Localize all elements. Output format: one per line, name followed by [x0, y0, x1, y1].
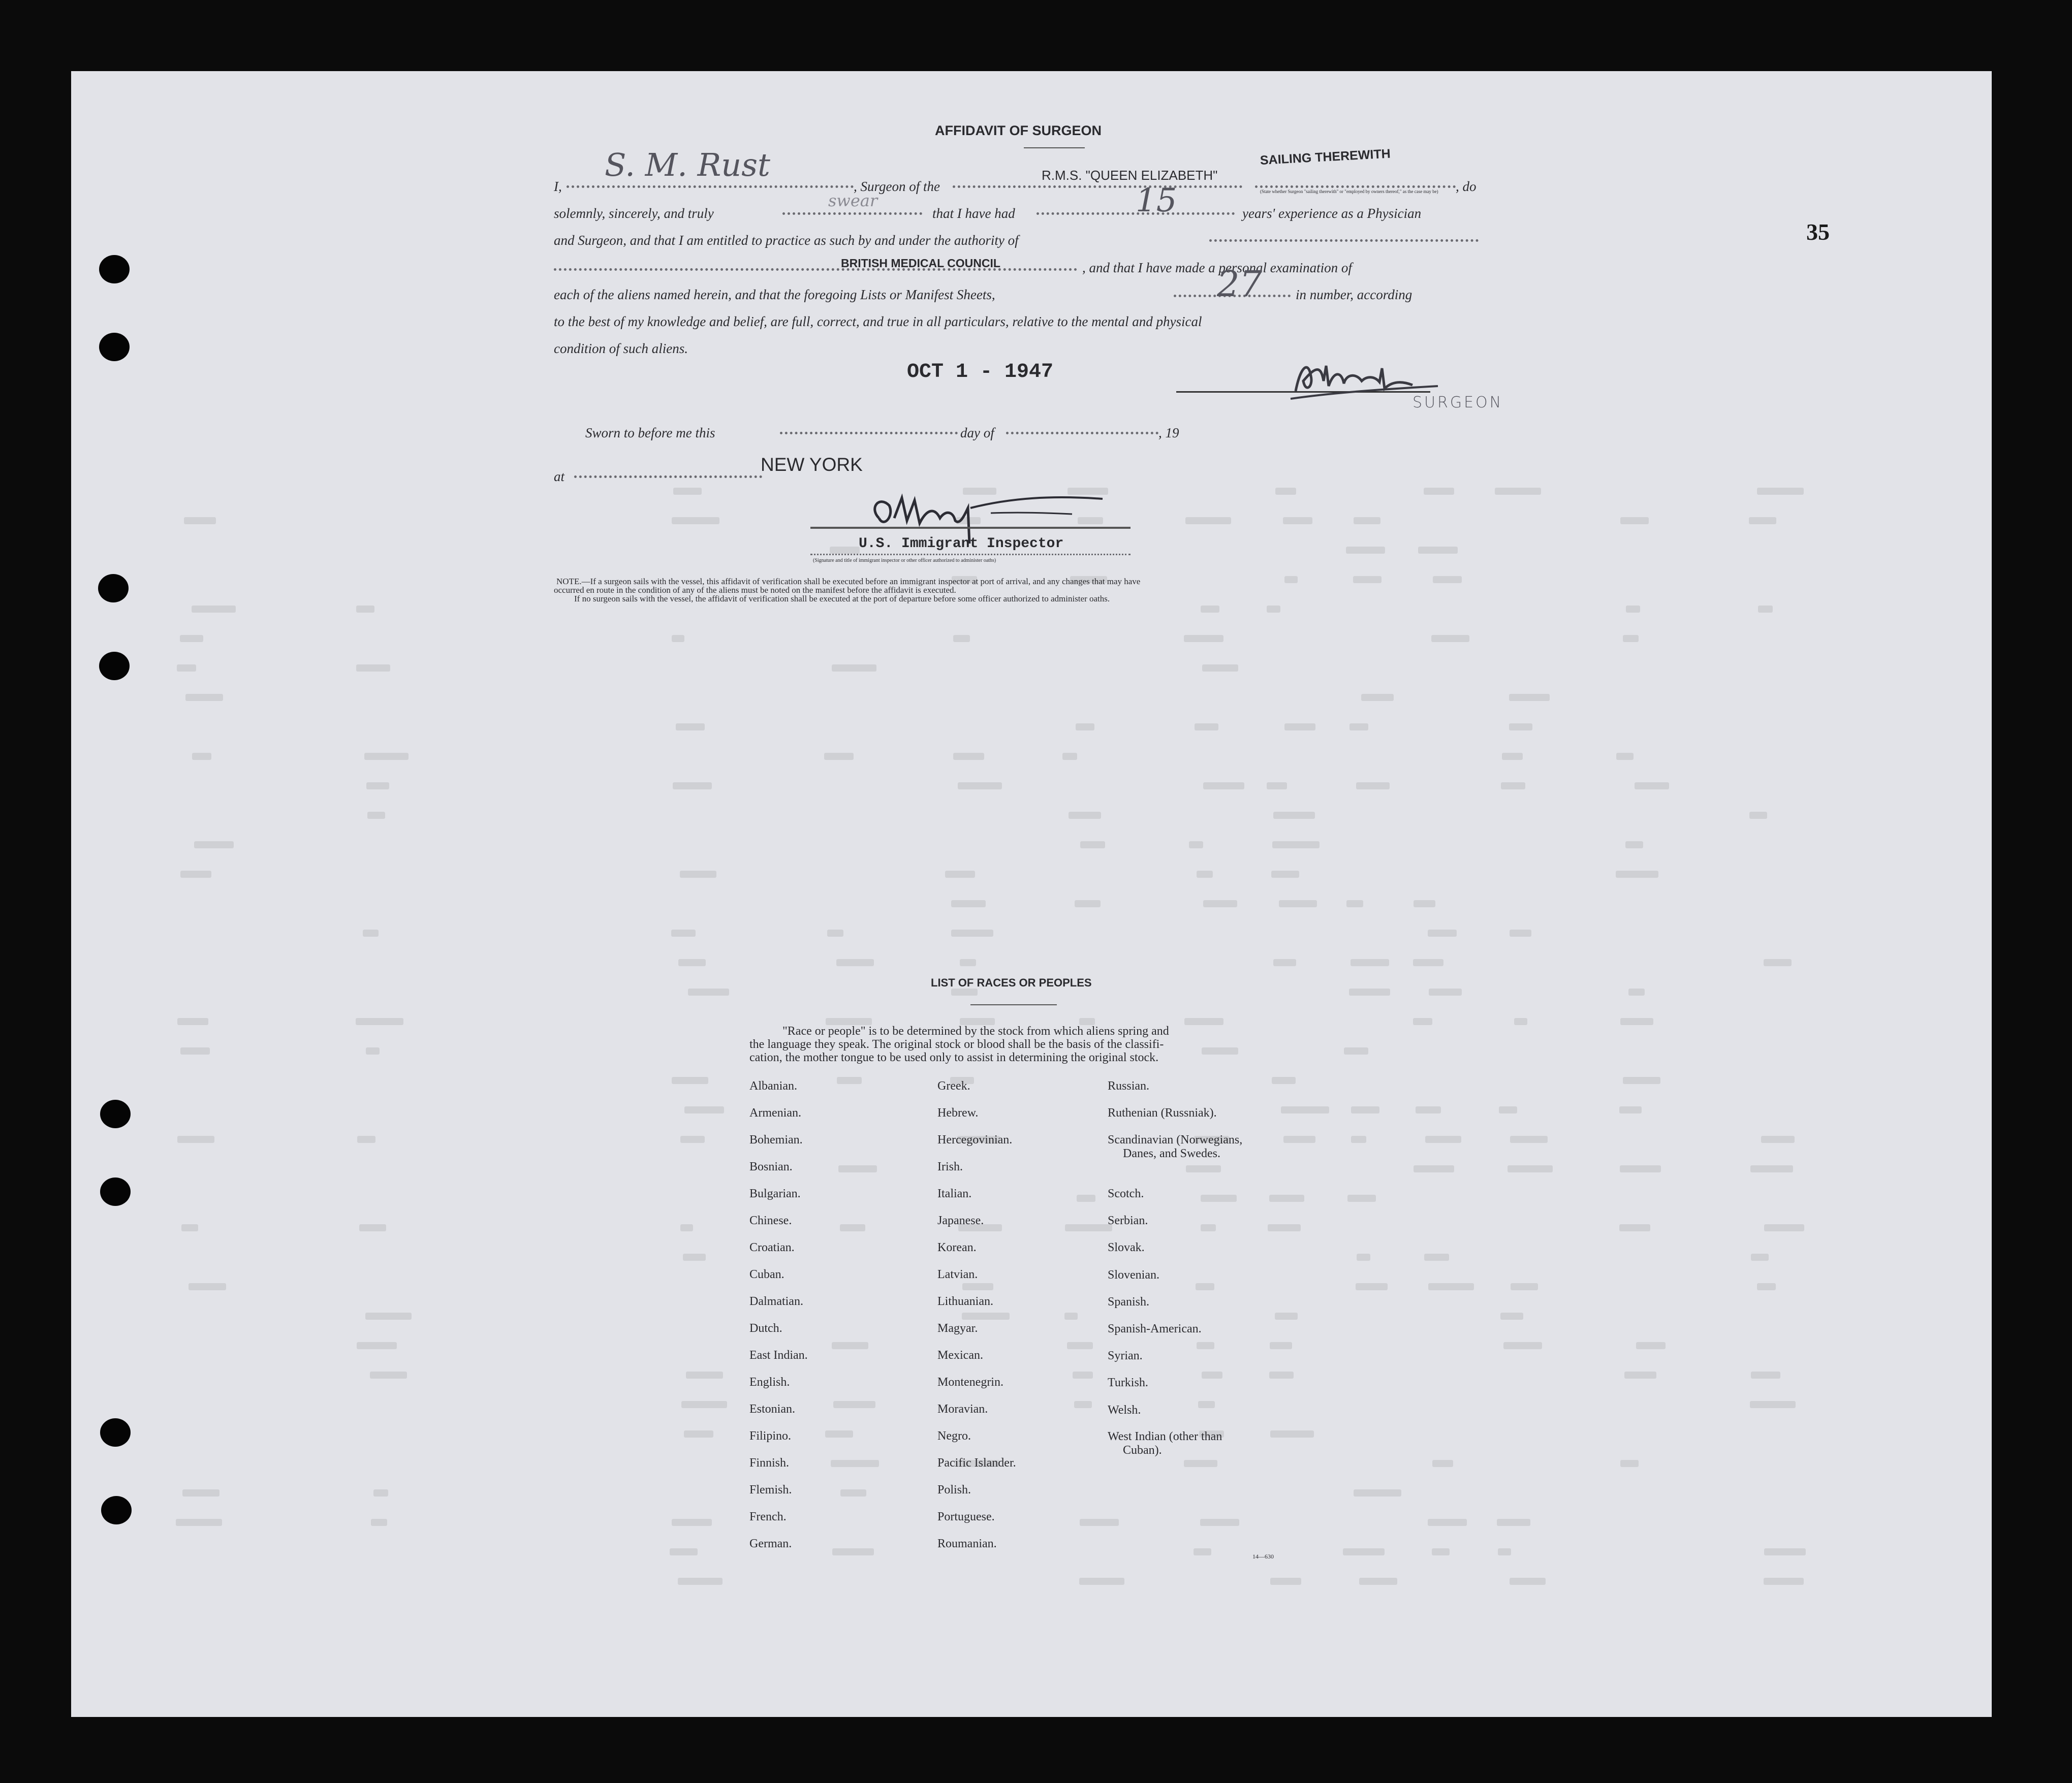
punch-hole: [100, 1418, 131, 1447]
punch-hole: [99, 255, 130, 283]
race-item: Lithuanian.: [937, 1295, 993, 1308]
race-item: Croatian.: [749, 1241, 795, 1254]
race-item: Bohemian.: [749, 1133, 803, 1147]
sworn-day-field: [780, 432, 958, 434]
race-item: Russian.: [1108, 1079, 1150, 1093]
affidavit-i: I,: [554, 179, 562, 194]
race-item: Magyar.: [937, 1322, 978, 1335]
race-item: Hebrew.: [937, 1106, 979, 1120]
race-item: Hercegovinian.: [937, 1133, 1013, 1147]
race-item: Italian.: [937, 1187, 972, 1200]
race-item: Filipino.: [749, 1429, 792, 1443]
race-item: Slovenian.: [1108, 1268, 1159, 1282]
document-page: [71, 71, 1992, 1717]
years-handwritten: 15: [1136, 182, 1177, 219]
each-of-label: each of the aliens named herein, and that the foregoing Lists or Manifest Sheets,: [554, 287, 995, 302]
race-item: Bulgarian.: [749, 1187, 801, 1200]
surgeon-name-field: [567, 185, 854, 188]
at-label: at: [554, 469, 565, 484]
solemnly-label: solemnly, sincerely, and truly: [554, 206, 714, 221]
state-note: (State whether Surgeon "sailing therewith" or "employed by owners thereof," as the case may be): [1260, 189, 1438, 194]
race-item: Cuban).: [1123, 1444, 1162, 1457]
race-item: Scotch.: [1108, 1187, 1144, 1200]
race-item: French.: [749, 1510, 787, 1523]
inspector-caption: (Signature and title of immigrant inspector or other officer authorized to administer oaths): [813, 558, 996, 563]
race-item: Japanese.: [937, 1214, 984, 1227]
punch-hole: [98, 574, 129, 602]
race-item: Spanish-American.: [1108, 1322, 1202, 1335]
date-stamp: OCT 1 - 1947: [907, 361, 1054, 384]
sailing-therewith-stamp: SAILING THEREWITH: [1260, 146, 1391, 168]
nineteen-label: , 19: [1158, 425, 1179, 440]
authority-field-top: [1209, 239, 1479, 242]
races-intro-2: the language they speak. The original stock or blood shall be the basis of the classifi-: [749, 1038, 1164, 1051]
note-line-1: NOTE.—If a surgeon sails with the vessel, this affidavit of verification shall be executed before an immigrant inspector at port of arrival, and any changes that may have: [556, 577, 1141, 586]
race-item: Dutch.: [749, 1322, 782, 1335]
note-line-2: occurred en route in the condition of any of the aliens must be noted on the manifest before the affidavit is executed.: [554, 585, 956, 595]
surgeon-of-label: , Surgeon of the: [854, 179, 940, 194]
sheets-handwritten: 27: [1217, 263, 1263, 305]
punch-hole: [99, 333, 130, 361]
race-item: Greek.: [937, 1079, 970, 1093]
place-field: [574, 475, 762, 478]
race-item: Danes, and Swedes.: [1123, 1147, 1220, 1160]
inspector-title-line: [810, 554, 1131, 555]
punch-hole: [101, 1496, 132, 1524]
race-item: English.: [749, 1376, 790, 1389]
race-item: Negro.: [937, 1429, 971, 1443]
races-title-rule: [970, 1004, 1057, 1005]
race-item: Montenegrin.: [937, 1376, 1003, 1389]
races-intro-1: "Race or people" is to be determined by the stock from which aliens spring and: [782, 1025, 1169, 1038]
race-item: Welsh.: [1108, 1403, 1141, 1417]
that-had-label: that I have had: [932, 206, 1015, 221]
surgeon-label: SURGEON: [1412, 394, 1503, 411]
race-item: Slovak.: [1108, 1241, 1145, 1255]
race-item: Roumanian.: [937, 1537, 997, 1550]
day-of-label: day of: [960, 425, 994, 440]
race-item: Irish.: [937, 1160, 963, 1173]
races-title: LIST OF RACES OR PEOPLES: [931, 976, 1092, 989]
personal-exam-label: , and that I have made a personal examination of: [1082, 260, 1352, 275]
inspector-signature-line: [810, 527, 1131, 529]
race-item: Estonian.: [749, 1403, 795, 1416]
race-item: Spanish.: [1108, 1295, 1150, 1309]
race-item: Albanian.: [749, 1079, 797, 1093]
race-item: Armenian.: [749, 1106, 801, 1120]
swear-handwritten: swear: [828, 191, 878, 210]
sworn-label: Sworn to before me this: [585, 425, 715, 440]
race-item: Flemish.: [749, 1483, 792, 1497]
race-item: Syrian.: [1108, 1349, 1143, 1363]
ship-field: [953, 185, 1242, 188]
race-item: Turkish.: [1108, 1376, 1148, 1390]
affidavit-title: AFFIDAVIT OF SURGEON: [935, 123, 1102, 138]
ship-name: R.M.S. "QUEEN ELIZABETH": [1042, 168, 1218, 183]
race-item: Polish.: [937, 1483, 971, 1497]
best-of-label: to the best of my knowledge and belief, are full, correct, and true in all particulars, relative to the mental and physical: [554, 314, 1202, 329]
swear-field: [782, 212, 922, 215]
race-item: Dalmatian.: [749, 1295, 803, 1308]
do-label: , do: [1456, 179, 1477, 194]
race-item: Cuban.: [749, 1268, 784, 1281]
authority-value: BRITISH MEDICAL COUNCIL: [841, 257, 1000, 270]
race-item: German.: [749, 1537, 792, 1550]
race-item: East Indian.: [749, 1349, 808, 1362]
race-item: Ruthenian (Russniak).: [1108, 1106, 1217, 1120]
races-intro-3: cation, the mother tongue to be used only to assist in determining the original stock.: [749, 1051, 1159, 1064]
punch-hole: [99, 652, 130, 680]
punch-hole: [100, 1100, 131, 1128]
in-number-label: in number, according: [1296, 287, 1412, 302]
surgeon-name-handwritten: S. M. Rust: [605, 146, 770, 183]
race-item: Chinese.: [749, 1214, 792, 1227]
race-item: Korean.: [937, 1241, 977, 1254]
sailing-field: [1255, 185, 1456, 188]
years-experience-label: years' experience as a Physician: [1242, 206, 1422, 221]
race-item: Portuguese.: [937, 1510, 995, 1523]
page-number: 35: [1806, 219, 1830, 245]
race-item: Pacific Islander.: [937, 1456, 1016, 1470]
punch-hole: [100, 1177, 131, 1206]
race-item: Latvian.: [937, 1268, 978, 1281]
race-item: Serbian.: [1108, 1214, 1148, 1228]
race-item: Scandinavian (Norwegians,: [1108, 1133, 1243, 1147]
form-number: 14—630: [1252, 1553, 1274, 1560]
place-value: NEW YORK: [761, 454, 863, 475]
race-item: Moravian.: [937, 1403, 988, 1416]
note-line-3: If no surgeon sails with the vessel, the affidavit of verification shall be executed at the port of departure before some officer authorized to administer oaths.: [574, 594, 1110, 603]
and-surgeon-label: and Surgeon, and that I am entitled to practice as such by and under the authority of: [554, 233, 1019, 248]
race-item: Mexican.: [937, 1349, 983, 1362]
race-item: Finnish.: [749, 1456, 790, 1470]
sworn-month-field: [1006, 432, 1158, 434]
race-item: West Indian (other than: [1108, 1430, 1222, 1443]
race-item: Bosnian.: [749, 1160, 793, 1173]
condition-label: condition of such aliens.: [554, 341, 688, 356]
inspector-title: U.S. Immigrant Inspector: [859, 536, 1064, 552]
title-rule: [1024, 147, 1085, 148]
